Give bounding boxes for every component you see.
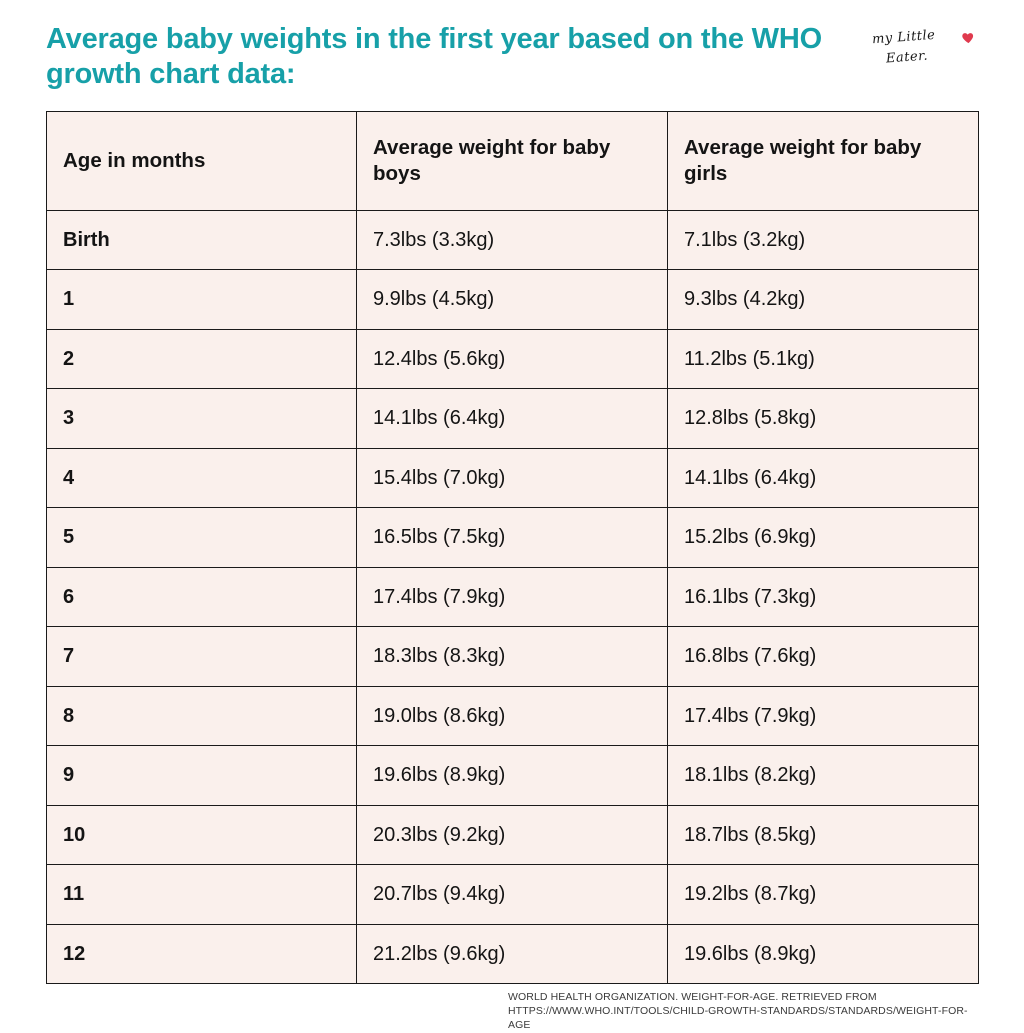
header [46, 22, 978, 93]
cell-girls: 16.8lbs (7.6kg) [668, 627, 979, 687]
brand-logo-line-2: Eater. [885, 48, 929, 67]
baby-weight-table [46, 111, 979, 985]
cell-girls: 16.1lbs (7.3kg) [668, 567, 979, 627]
cell-age: 10 [47, 805, 357, 865]
table-header-row [47, 111, 979, 210]
cell-boys: 12.4lbs (5.6kg) [357, 329, 668, 389]
table-row [47, 508, 979, 568]
cell-age: 3 [47, 389, 357, 449]
source-citation [46, 991, 978, 1033]
cell-boys: 14.1lbs (6.4kg) [357, 389, 668, 449]
brand-logo-line-1: my Little [871, 27, 936, 48]
table-row [47, 805, 979, 865]
cell-girls: 19.2lbs (8.7kg) [668, 865, 979, 925]
cell-girls: 18.7lbs (8.5kg) [668, 805, 979, 865]
table-body [47, 210, 979, 984]
cell-girls: 17.4lbs (7.9kg) [668, 686, 979, 746]
cell-girls: 18.1lbs (8.2kg) [668, 746, 979, 806]
page-title: Average baby weights in the first year based on the WHO growth chart data: [46, 23, 822, 91]
cell-age: 9 [47, 746, 357, 806]
table-row [47, 210, 979, 270]
table-row [47, 627, 979, 687]
cell-boys: 15.4lbs (7.0kg) [357, 448, 668, 508]
brand-logo [870, 24, 978, 80]
cell-age: 1 [47, 270, 357, 330]
cell-girls: 11.2lbs (5.1kg) [668, 329, 979, 389]
cell-age: Birth [47, 210, 357, 270]
table-row [47, 329, 979, 389]
cell-boys: 20.7lbs (9.4kg) [357, 865, 668, 925]
cell-age: 7 [47, 627, 357, 687]
cell-boys: 17.4lbs (7.9kg) [357, 567, 668, 627]
cell-boys: 18.3lbs (8.3kg) [357, 627, 668, 687]
cell-age: 5 [47, 508, 357, 568]
cell-boys: 9.9lbs (4.5kg) [357, 270, 668, 330]
table-row [47, 865, 979, 925]
cell-girls: 19.6lbs (8.9kg) [668, 924, 979, 984]
cell-age: 6 [47, 567, 357, 627]
cell-age: 8 [47, 686, 357, 746]
table-row [47, 567, 979, 627]
source-line-1: WORLD HEALTH ORGANIZATION. WEIGHT-FOR-AGE. RETRIEVED FROM [508, 991, 877, 1004]
cell-age: 11 [47, 865, 357, 925]
heart-icon [961, 30, 976, 45]
table-row [47, 448, 979, 508]
table-row [47, 686, 979, 746]
cell-girls: 12.8lbs (5.8kg) [668, 389, 979, 449]
cell-boys: 20.3lbs (9.2kg) [357, 805, 668, 865]
table-header [47, 111, 979, 210]
table-row [47, 389, 979, 449]
cell-boys: 21.2lbs (9.6kg) [357, 924, 668, 984]
cell-boys: 16.5lbs (7.5kg) [357, 508, 668, 568]
column-header-age: Age in months [47, 111, 357, 210]
cell-boys: 19.0lbs (8.6kg) [357, 686, 668, 746]
cell-age: 2 [47, 329, 357, 389]
cell-girls: 14.1lbs (6.4kg) [668, 448, 979, 508]
table-row [47, 746, 979, 806]
cell-girls: 7.1lbs (3.2kg) [668, 210, 979, 270]
table-row [47, 270, 979, 330]
column-header-boys: Average weight for baby boys [357, 111, 668, 210]
cell-girls: 9.3lbs (4.2kg) [668, 270, 979, 330]
table-row [47, 924, 979, 984]
column-header-girls: Average weight for baby girls [668, 111, 979, 210]
source-line-2: HTTPS://WWW.WHO.INT/TOOLS/CHILD-GROWTH-STANDARDS/STANDARDS/WEIGHT-FOR-AGE [508, 1005, 968, 1031]
cell-boys: 7.3lbs (3.3kg) [357, 210, 668, 270]
cell-boys: 19.6lbs (8.9kg) [357, 746, 668, 806]
cell-age: 12 [47, 924, 357, 984]
cell-girls: 15.2lbs (6.9kg) [668, 508, 979, 568]
cell-age: 4 [47, 448, 357, 508]
